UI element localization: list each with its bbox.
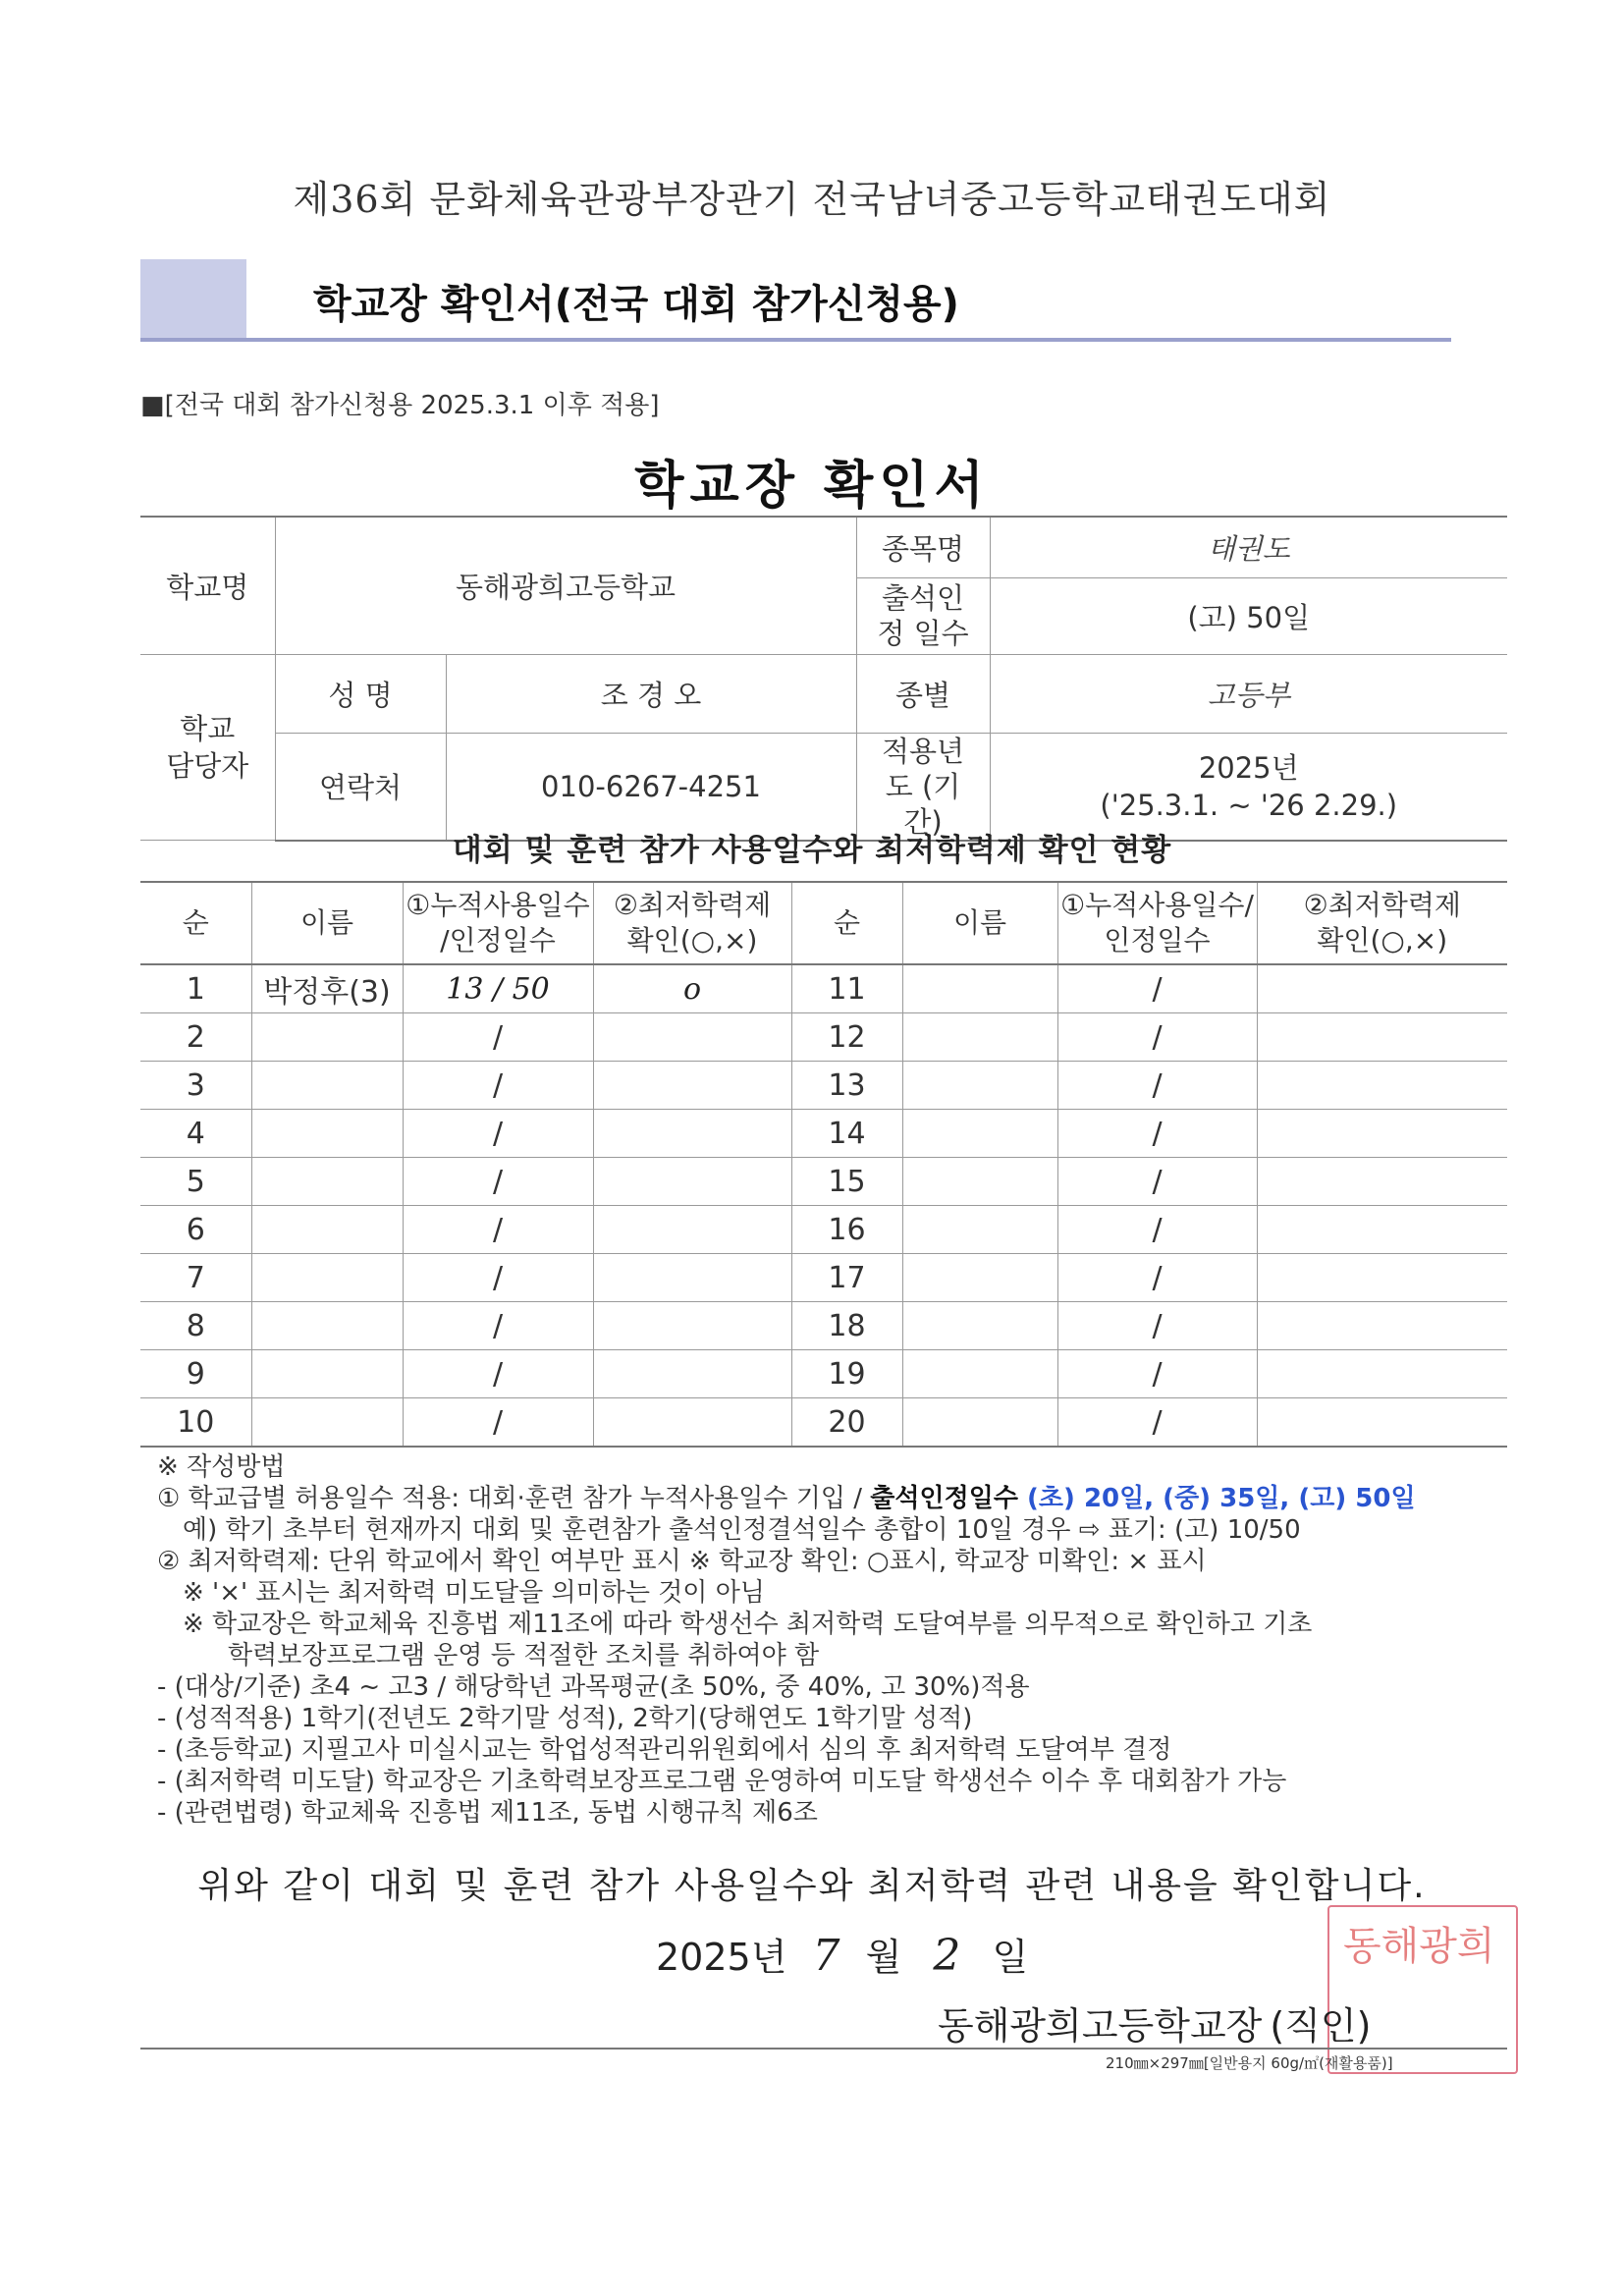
col-check-2 bbox=[1257, 882, 1507, 964]
row-no-2: 20 bbox=[791, 1398, 902, 1448]
instruction-criteria: - (대상/기준) 초4 ~ 고3 / 해당학년 과목평균(초 50%, 중 40%, 고 30%)적용 bbox=[157, 1672, 1030, 1702]
col-check bbox=[593, 882, 791, 964]
row-check-2 bbox=[1257, 1302, 1507, 1350]
col-check2-line2: 확인(○,×) bbox=[1317, 924, 1448, 957]
row-no: 7 bbox=[140, 1254, 251, 1302]
attendance-row bbox=[140, 1254, 1507, 1302]
attendance-row bbox=[140, 1398, 1507, 1448]
instruction-note-1: ※ '×' 표시는 최저학력 미도달을 의미하는 것이 아님 bbox=[183, 1578, 765, 1608]
row-days: / bbox=[403, 1254, 593, 1302]
contact-value: 010-6267-4251 bbox=[446, 733, 856, 841]
row-days-2: / bbox=[1057, 1013, 1257, 1062]
division-label: 종별 bbox=[856, 654, 990, 733]
row-check-2 bbox=[1257, 1254, 1507, 1302]
header-underline bbox=[140, 338, 1451, 342]
row-no-2: 11 bbox=[791, 964, 902, 1013]
attendance-row bbox=[140, 1110, 1507, 1158]
instruction-law: - (관련법령) 학교체육 진흥법 제11조, 동법 시행규칙 제6조 bbox=[157, 1798, 818, 1828]
row-name-2 bbox=[902, 1013, 1057, 1062]
row-name bbox=[251, 1110, 403, 1158]
row-no-2: 18 bbox=[791, 1302, 902, 1350]
row-days: / bbox=[403, 1013, 593, 1062]
signer bbox=[938, 1995, 1371, 2050]
manager-label-text: 학교 담당자 bbox=[166, 711, 249, 783]
row-name bbox=[251, 1158, 403, 1206]
row-check bbox=[593, 1398, 791, 1448]
row-days-2: / bbox=[1057, 1254, 1257, 1302]
row-check-2 bbox=[1257, 964, 1507, 1013]
row-days-2: / bbox=[1057, 964, 1257, 1013]
signer-seal-label: (직인) bbox=[1270, 2004, 1372, 2048]
row-name bbox=[251, 1350, 403, 1398]
date-day-unit: 일 bbox=[992, 1936, 1029, 1979]
header-band bbox=[140, 259, 1451, 342]
instruction-example: 예) 학기 초부터 현재까지 대회 및 훈련참가 출석인정결석일수 총합이 10일 경우 ⇨ 표기: (고) 10/50 bbox=[183, 1515, 1301, 1545]
col-name: 이름 bbox=[251, 882, 403, 964]
row-days: / bbox=[403, 1158, 593, 1206]
period-value: ('25.3.1. ~ '26 2.29.) bbox=[1100, 788, 1398, 822]
col-no: 순 bbox=[140, 882, 251, 964]
school-info-table bbox=[140, 516, 1507, 842]
section-title: 대회 및 훈련 참가 사용일수와 최저학력제 확인 현황 bbox=[452, 833, 1172, 868]
instruction-elementary: - (초등학교) 지필고사 미실시교는 학업성적관리위원회에서 심의 후 최저학력 도달여부 결정 bbox=[157, 1735, 1172, 1765]
col-days-2 bbox=[1057, 882, 1257, 964]
row-no-2: 14 bbox=[791, 1110, 902, 1158]
row-no-2: 16 bbox=[791, 1206, 902, 1254]
row-no: 10 bbox=[140, 1398, 251, 1448]
attendance-days-label bbox=[856, 577, 990, 654]
row-days-2: / bbox=[1057, 1398, 1257, 1448]
row-no-2: 12 bbox=[791, 1013, 902, 1062]
manager-name-value: 조 경 오 bbox=[446, 654, 856, 733]
instructions bbox=[157, 1451, 1512, 1829]
attendance-days-label-text: 출석인정 일수 bbox=[877, 581, 969, 650]
row-name-2 bbox=[902, 1254, 1057, 1302]
instruction-2: ② 최저학력제: 단위 학교에서 확인 여부만 표시 ※ 학교장 확인: ○표시, 학교장 미확인: × 표시 bbox=[157, 1547, 1207, 1576]
row-name-2 bbox=[902, 1398, 1057, 1448]
col-check-line2: 확인(○,×) bbox=[626, 924, 758, 957]
row-name-2 bbox=[902, 1350, 1057, 1398]
row-no: 5 bbox=[140, 1158, 251, 1206]
row-no: 2 bbox=[140, 1013, 251, 1062]
attendance-row bbox=[140, 1206, 1507, 1254]
row-check: o bbox=[593, 964, 791, 1013]
col-days-line2: /인정일수 bbox=[440, 924, 556, 957]
date-day: 2 bbox=[933, 1931, 961, 1981]
year-value: 2025년 bbox=[1198, 750, 1299, 785]
row-days: / bbox=[403, 1110, 593, 1158]
manager-label bbox=[140, 654, 275, 841]
row-check-2 bbox=[1257, 1206, 1507, 1254]
attendance-table bbox=[140, 881, 1507, 1448]
row-no: 6 bbox=[140, 1206, 251, 1254]
col-days bbox=[403, 882, 593, 964]
instruction-note-2: ※ 학교장은 학교체육 진흥법 제11조에 따라 학생선수 최저학력 도달여부를 의무적으로 확인하고 기초 bbox=[183, 1610, 1313, 1639]
row-check bbox=[593, 1350, 791, 1398]
row-name bbox=[251, 1206, 403, 1254]
date-month-unit: 월 bbox=[865, 1936, 902, 1979]
row-check-2 bbox=[1257, 1350, 1507, 1398]
attendance-row bbox=[140, 1302, 1507, 1350]
row-check bbox=[593, 1302, 791, 1350]
row-check-2 bbox=[1257, 1110, 1507, 1158]
row-check bbox=[593, 1158, 791, 1206]
row-no: 3 bbox=[140, 1062, 251, 1110]
row-check-2 bbox=[1257, 1158, 1507, 1206]
sport-label: 종목명 bbox=[856, 517, 990, 577]
row-name bbox=[251, 1062, 403, 1110]
row-name bbox=[251, 1254, 403, 1302]
bottom-rule bbox=[140, 2048, 1507, 2050]
document-title: 학교장 확인서 bbox=[634, 457, 990, 516]
school-name-label: 학교명 bbox=[140, 517, 275, 654]
col-check2-line1: ②최저학력제 bbox=[1303, 889, 1461, 921]
col-name-2: 이름 bbox=[902, 882, 1057, 964]
instruction-1-text: ① 학교급별 허용일수 적용: 대회·훈련 참가 누적사용일수 기입 / bbox=[157, 1484, 871, 1513]
attendance-header-row bbox=[140, 882, 1507, 964]
row-name: 박정후(3) bbox=[251, 964, 403, 1013]
row-days-2: / bbox=[1057, 1158, 1257, 1206]
row-name bbox=[251, 1013, 403, 1062]
col-days2-line1: ①누적사용일수/ bbox=[1060, 889, 1254, 921]
row-no-2: 19 bbox=[791, 1350, 902, 1398]
instruction-1-highlight: (초) 20일, (중) 35일, (고) 50일 bbox=[1017, 1484, 1416, 1513]
row-name bbox=[251, 1398, 403, 1448]
manager-name-label: 성 명 bbox=[275, 654, 446, 733]
row-check bbox=[593, 1013, 791, 1062]
row-days-2: / bbox=[1057, 1062, 1257, 1110]
row-days: / bbox=[403, 1398, 593, 1448]
row-name-2 bbox=[902, 1302, 1057, 1350]
col-days-line1: ①누적사용일수 bbox=[406, 889, 590, 921]
row-check bbox=[593, 1254, 791, 1302]
row-check bbox=[593, 1206, 791, 1254]
row-days-2: / bbox=[1057, 1206, 1257, 1254]
row-days-2: / bbox=[1057, 1302, 1257, 1350]
row-no-2: 15 bbox=[791, 1158, 902, 1206]
event-title: 제36회 문화체육관광부장관기 전국남녀중고등학교태권도대회 bbox=[293, 178, 1331, 221]
instruction-1-bold: 출석인정일수 bbox=[870, 1484, 1018, 1513]
row-days-2: / bbox=[1057, 1350, 1257, 1398]
row-check bbox=[593, 1110, 791, 1158]
row-no: 1 bbox=[140, 964, 251, 1013]
row-check-2 bbox=[1257, 1013, 1507, 1062]
col-no-2: 순 bbox=[791, 882, 902, 964]
attendance-row bbox=[140, 1158, 1507, 1206]
row-no-2: 17 bbox=[791, 1254, 902, 1302]
row-no: 9 bbox=[140, 1350, 251, 1398]
division-value: 고등부 bbox=[990, 654, 1507, 733]
row-days: / bbox=[403, 1302, 593, 1350]
row-check bbox=[593, 1062, 791, 1110]
row-name-2 bbox=[902, 1062, 1057, 1110]
instruction-below-min: - (최저학력 미도달) 학교장은 기초학력보장프로그램 운영하여 미도달 학생선수 이수 후 대회참가 가능 bbox=[157, 1767, 1287, 1796]
header-title: 학교장 확인서(전국 대회 참가신청용) bbox=[313, 282, 959, 327]
instructions-head: ※ 작성방법 bbox=[157, 1452, 286, 1482]
instruction-note-2-cont: 학력보장프로그램 운영 등 적절한 조치를 취하여야 함 bbox=[228, 1641, 820, 1670]
row-no: 4 bbox=[140, 1110, 251, 1158]
row-check-2 bbox=[1257, 1062, 1507, 1110]
contact-label: 연락처 bbox=[275, 733, 446, 841]
row-no: 8 bbox=[140, 1302, 251, 1350]
signature-date bbox=[656, 1927, 1028, 1981]
row-name-2 bbox=[902, 1110, 1057, 1158]
attendance-days-value: (고) 50일 bbox=[990, 577, 1507, 654]
attendance-row bbox=[140, 964, 1507, 1013]
row-days: / bbox=[403, 1350, 593, 1398]
date-month: 7 bbox=[812, 1931, 840, 1981]
row-name bbox=[251, 1302, 403, 1350]
year-label-text: 적용년도 (기간) bbox=[881, 734, 965, 839]
row-no-2: 13 bbox=[791, 1062, 902, 1110]
row-name-2 bbox=[902, 1158, 1057, 1206]
row-name-2 bbox=[902, 1206, 1057, 1254]
paper-spec: 210㎜×297㎜[일반용지 60g/㎡(재활용품)] bbox=[1106, 2054, 1393, 2072]
confirmation-statement: 위와 같이 대회 및 훈련 참가 사용일수와 최저학력 관련 내용을 확인합니다. bbox=[197, 1866, 1427, 1906]
application-note: ■[전국 대회 참가신청용 2025.3.1 이후 적용] bbox=[140, 391, 660, 420]
row-days-2: / bbox=[1057, 1110, 1257, 1158]
seal-text: 동해광희 bbox=[1343, 1924, 1495, 1969]
row-days: 13 / 50 bbox=[403, 964, 593, 1013]
header-accent-block bbox=[140, 259, 246, 338]
attendance-row bbox=[140, 1350, 1507, 1398]
attendance-row bbox=[140, 1062, 1507, 1110]
col-check-line1: ②최저학력제 bbox=[613, 889, 772, 921]
row-days: / bbox=[403, 1062, 593, 1110]
date-year: 2025년 bbox=[656, 1936, 787, 1979]
row-check-2 bbox=[1257, 1398, 1507, 1448]
instruction-grade-period: - (성적적용) 1학기(전년도 2학기말 성적), 2학기(당해연도 1학기말 성적) bbox=[157, 1704, 973, 1733]
attendance-row bbox=[140, 1013, 1507, 1062]
sport-value: 태권도 bbox=[990, 517, 1507, 577]
col-days2-line2: 인정일수 bbox=[1104, 924, 1211, 957]
row-days: / bbox=[403, 1206, 593, 1254]
row-name-2 bbox=[902, 964, 1057, 1013]
school-name-value: 동해광희고등학교 bbox=[275, 517, 856, 654]
instruction-1 bbox=[157, 1483, 1512, 1514]
signer-name: 동해광희고등학교장 bbox=[938, 2004, 1263, 2048]
